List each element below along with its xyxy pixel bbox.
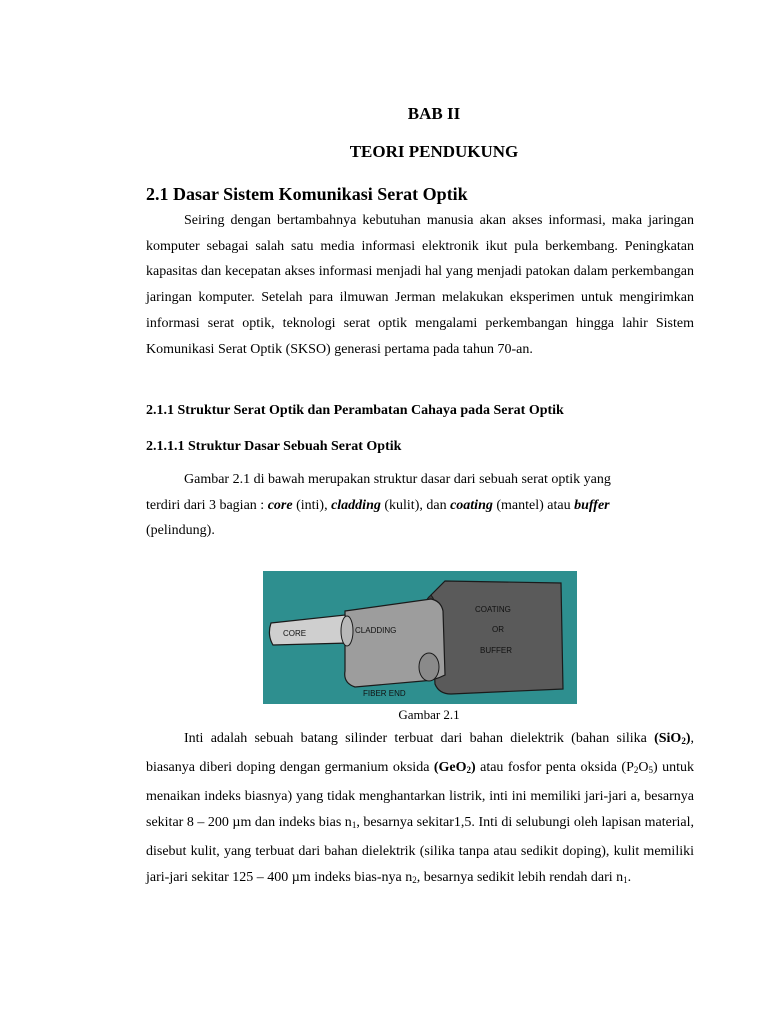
label-cladding: CLADDING	[355, 626, 397, 635]
paragraph-structure	[146, 467, 694, 544]
formula-geo2	[434, 760, 476, 775]
paragraph-structure-line-2	[146, 493, 694, 519]
term-core: core	[267, 497, 293, 513]
chapter-number: BAB II	[407, 104, 461, 123]
label-coating: COATING	[475, 605, 511, 614]
paragraph-intro: Seiring dengan bertambahnya kebutuhan manusia akan akses informasi, maka jaringan komputer sebagai salah satu media informasi elektronik ikut pula berkembang. Peningkatan kapasitas dan kecepatan akses informasi menjadi hal yang menjadi patokan dalam perkembangan jaringan komputer. Setelah para ilmuwan Jerman melakukan eksperimen untuk mengirimkan informasi serat optik, teknologi serat optik mengalami perkembangan hingga lahir Sistem Komunikasi Serat Optik (SKSO) generasi pertama pada tahun 70-an.	[146, 213, 694, 357]
chapter-title: TEORI PENDUKUNG	[349, 142, 519, 161]
text-run: (kulit), dan	[380, 497, 451, 513]
text-run: terdiri dari 3 bagian :	[146, 497, 268, 513]
term-cladding: cladding	[331, 497, 381, 513]
coating-layer	[431, 581, 563, 694]
subscript: 1	[351, 819, 357, 830]
text-run: Inti adalah sebuah batang silinder terbuat dari bahan dielektrik (bahan silika	[184, 731, 655, 746]
subscript: 2	[633, 764, 639, 775]
text-run: (GeO	[433, 759, 467, 775]
term-coating: coating	[450, 497, 493, 513]
paragraph-structure-line-1: Gambar 2.1 di bawah merupakan struktur dasar dari sebuah serat optik yang	[184, 472, 611, 487]
term-buffer: buffer	[574, 497, 610, 513]
subscript: 2	[412, 874, 417, 885]
section-heading-2-1-1-1: 2.1.1.1 Struktur Dasar Sebuah Serat Optik	[146, 439, 402, 454]
section-heading-2-1: 2.1 Dasar Sistem Komunikasi Serat Optik	[146, 184, 468, 204]
text-run: (mantel) atau	[492, 497, 575, 513]
paragraph-core-description	[146, 726, 694, 893]
label-core: CORE	[283, 629, 307, 638]
core-end	[341, 616, 353, 646]
text-run: (SiO	[654, 731, 682, 746]
text-run: .	[627, 869, 632, 885]
figure-caption: Gambar 2.1	[398, 707, 460, 722]
subscript: 2	[681, 736, 686, 746]
text-run: (inti),	[292, 497, 332, 513]
subscript: 2	[466, 764, 471, 775]
text-run: O	[638, 759, 649, 775]
cladding-end	[419, 653, 439, 681]
text-run: ) untuk menaikan indeks biasnya) yang tidak menghantarkan listrik, inti ini memiliki jari-jari a, besarnya sekitar 8 – 200 µm dan indeks bias n	[146, 759, 694, 830]
text-run: atau fosfor penta oksida (P	[475, 759, 634, 775]
text-run: )	[685, 731, 691, 746]
paragraph-structure-line-3: (pelindung).	[146, 523, 215, 539]
formula-sio2	[654, 731, 690, 746]
text-run: , besarnya sedikit lebih rendah dari n	[416, 869, 624, 885]
label-fiber-end: FIBER END	[363, 689, 406, 698]
text-run: , besarnya sekitar1,5. Inti di selubungi oleh lapisan material, disebut kulit, yang terbuat dari bahan dielektrik (silika tanpa atau sedikit doping), kulit memiliki jari-jari sekitar 125 – 400 µm indeks bias-nya n	[146, 814, 694, 885]
fiber-optic-structure-figure	[263, 571, 577, 704]
label-or: OR	[492, 625, 504, 634]
subscript: 5	[648, 764, 654, 775]
text-run: )	[471, 759, 476, 775]
section-heading-2-1-1: 2.1.1 Struktur Serat Optik dan Perambatan Cahaya pada Serat Optik	[146, 403, 564, 418]
subscript: 1	[623, 874, 628, 885]
text-run: , biasanya diberi doping dengan germanium oksida	[146, 731, 694, 775]
label-buffer: BUFFER	[480, 646, 512, 655]
